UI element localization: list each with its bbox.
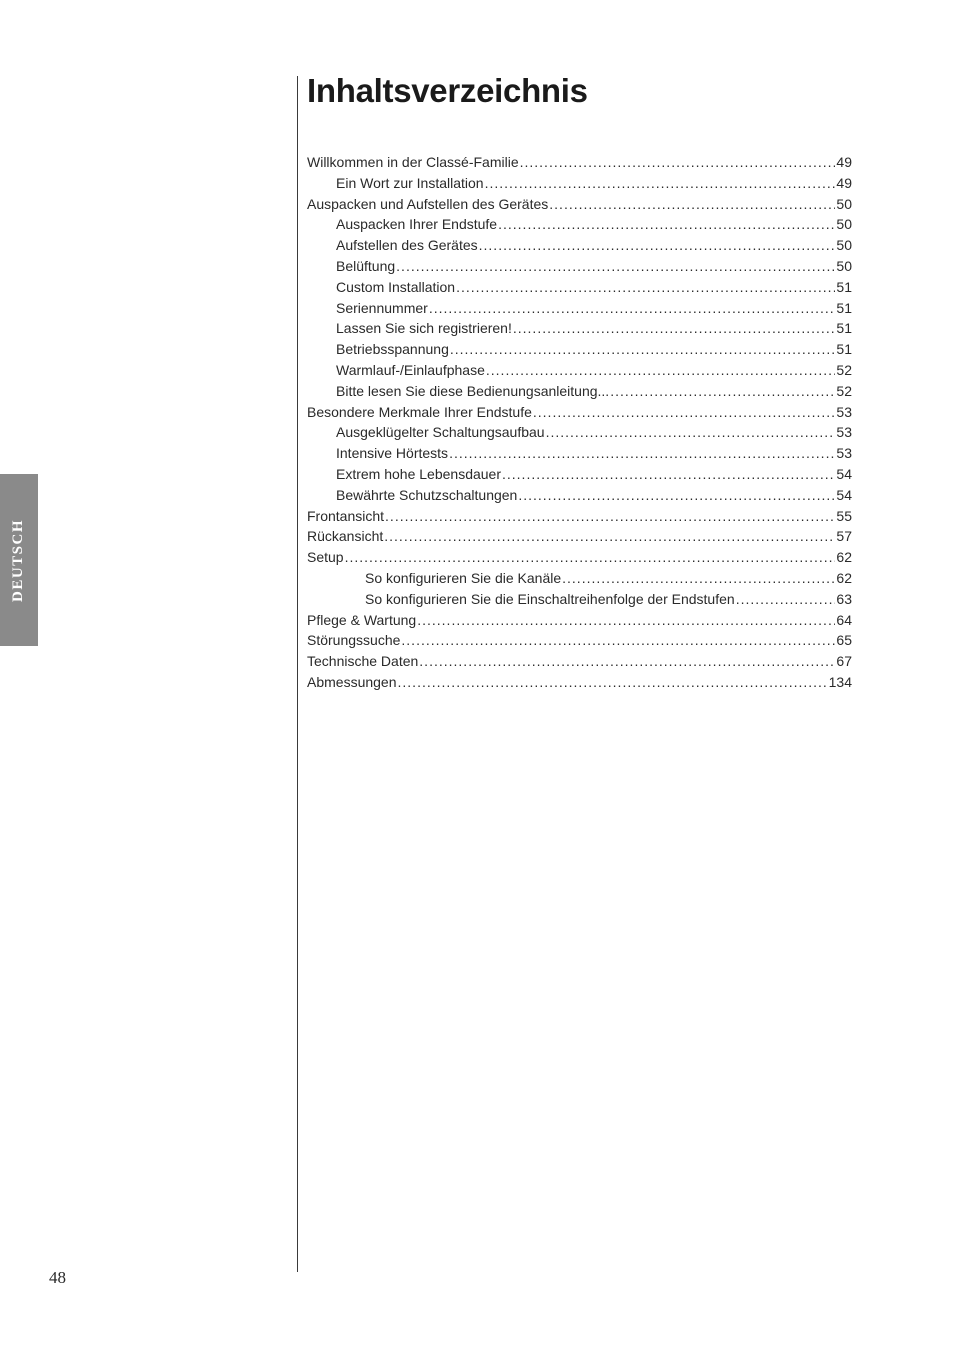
toc-entry-page: 67 [836,653,852,670]
toc-entry[interactable] [307,485,852,506]
toc-entry[interactable] [307,464,852,485]
toc-entry[interactable] [307,277,852,298]
toc-entry-title: Rückansicht [307,528,384,545]
toc-dot-leader [449,443,835,464]
toc-entry[interactable] [307,589,852,610]
toc-entry-page: 50 [836,237,852,254]
toc-dot-leader [417,610,835,631]
toc-entry[interactable] [307,422,852,443]
toc-entry-page: 53 [836,424,852,441]
toc-dot-leader [396,256,835,277]
page-title: Inhaltsverzeichnis [307,72,588,109]
toc-entry-title: Bewährte Schutzschaltungen [336,486,518,503]
toc-entry[interactable] [307,547,852,568]
toc-entry-page: 62 [836,549,852,566]
toc-entry-title: Frontansicht [307,507,385,524]
toc-dot-leader [533,402,836,423]
toc-dot-leader [546,422,836,443]
toc-dot-leader [419,651,835,672]
language-tab [0,474,38,646]
toc-entry[interactable] [307,194,852,215]
toc-entry-title: Pflege & Wartung [307,611,417,628]
toc-entry[interactable] [307,235,852,256]
toc-entry[interactable] [307,630,852,651]
toc-dot-leader [736,589,836,610]
toc-entry-page: 52 [836,382,852,399]
toc-dot-leader [549,194,835,215]
toc-dot-leader [518,485,835,506]
toc-entry[interactable] [307,568,852,589]
toc-entry-page: 53 [836,403,852,420]
toc-entry-page: 54 [836,465,852,482]
language-tab-label: DEUTSCH [10,518,27,602]
toc-entry-page: 63 [836,590,852,607]
toc-entry-page: 50 [836,195,852,212]
toc-dot-leader [384,526,835,547]
toc-dot-leader [485,173,836,194]
vertical-divider [297,76,298,1272]
toc-entry-page: 50 [836,257,852,274]
toc-dot-leader [385,506,835,527]
toc-dot-leader [429,298,836,319]
toc-entry[interactable] [307,672,852,693]
toc-entry-page: 49 [836,154,852,170]
toc-entry-page: 51 [836,320,852,337]
toc-entry-page: 62 [836,569,852,586]
toc-entry[interactable] [307,152,852,173]
toc-entry-title: Seriennummer [336,299,428,316]
toc-entry[interactable] [307,443,852,464]
toc-dot-leader [398,672,828,693]
toc-entry-title: Bitte lesen Sie diese Bedienungsanleitung... [336,382,610,399]
toc-dot-leader [513,318,836,339]
toc-entry-page: 65 [836,632,852,649]
toc-entry-page: 55 [836,507,852,524]
toc-entry[interactable] [307,610,852,631]
toc-entry-title: Custom Installation [336,278,456,295]
toc-entry-title: Extrem hohe Lebensdauer [336,465,501,482]
toc-dot-leader [498,214,835,235]
toc-entry-page: 51 [836,278,852,295]
toc-entry-page: 49 [836,174,852,191]
toc-dot-leader [562,568,835,589]
toc-entry[interactable] [307,526,852,547]
table-of-contents [307,152,852,693]
toc-entry-title: Störungssuche [307,632,401,649]
toc-entry-title: Abmessungen [307,673,397,690]
toc-entry-page: 50 [836,216,852,233]
toc-entry[interactable] [307,651,852,672]
toc-entry-page: 52 [836,361,852,378]
toc-entry-title: Lassen Sie sich registrieren! [336,320,512,337]
toc-entry[interactable] [307,256,852,277]
toc-entry-page: 54 [836,486,852,503]
toc-entry-page: 53 [836,445,852,462]
toc-entry-title: Auspacken und Aufstellen des Gerätes [307,195,549,212]
page-number: 48 [49,1268,66,1287]
toc-entry-title: Besondere Merkmale Ihrer Endstufe [307,403,532,420]
toc-entry-title: Warmlauf-/Einlaufphase [336,361,485,378]
toc-entry-page: 134 [828,673,852,690]
toc-entry[interactable] [307,402,852,423]
toc-entry[interactable] [307,298,852,319]
toc-dot-leader [401,630,835,651]
toc-entry-page: 51 [836,341,852,358]
toc-entry-page: 64 [836,611,852,628]
toc-entry-title: Technische Daten [307,653,419,670]
toc-entry-title: Intensive Hörtests [336,445,449,462]
toc-entry[interactable] [307,318,852,339]
toc-entry-title: Willkommen in der Classé-Familie [307,154,519,170]
toc-entry[interactable] [307,360,852,381]
toc-entry-title: Aufstellen des Gerätes [336,237,478,254]
toc-entry-title: Setup [307,549,344,566]
toc-entry-title: Belüftung [336,257,396,274]
toc-dot-leader [456,277,835,298]
toc-dot-leader [610,381,835,402]
toc-dot-leader [502,464,835,485]
toc-entry-title: So konfigurieren Sie die Kanäle [365,569,562,586]
toc-dot-leader [479,235,836,256]
toc-entry[interactable] [307,173,852,194]
toc-entry[interactable] [307,339,852,360]
toc-entry-title: Ein Wort zur Installation [336,174,484,191]
toc-entry-page: 51 [836,299,852,316]
toc-entry-title: Betriebsspannung [336,341,449,358]
toc-entry[interactable] [307,214,852,235]
toc-dot-leader [520,152,836,173]
toc-dot-leader [345,547,836,568]
toc-dot-leader [450,339,836,360]
toc-entry-title: So konfigurieren Sie die Einschaltreihenfolge der Endstufen [365,590,735,607]
toc-entry[interactable] [307,506,852,527]
toc-entry-title: Auspacken Ihrer Endstufe [336,216,498,233]
toc-entry[interactable] [307,381,852,402]
toc-dot-leader [486,360,836,381]
toc-entry-page: 57 [836,528,852,545]
toc-entry-title: Ausgeklügelter Schaltungsaufbau [336,424,545,441]
